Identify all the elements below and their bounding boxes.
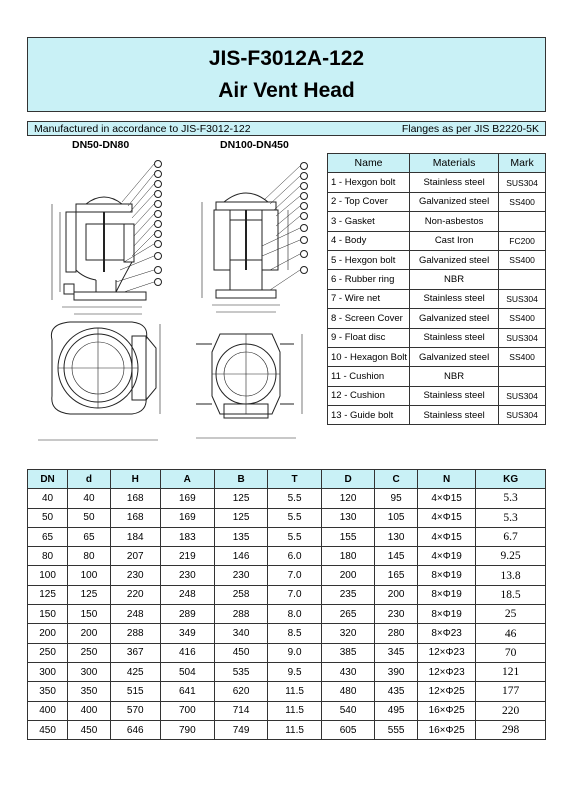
part-name: 9 - Float disc [328,328,410,347]
cell-t: 5.5 [268,489,322,508]
table-row [28,508,546,527]
part-mark: SUS304 [499,386,546,405]
small-plan-drawing [38,322,160,440]
cell-a: 230 [160,566,214,585]
table-row [328,347,546,366]
part-name: 13 - Guide bolt [328,406,410,425]
cell-n: 16×Φ25 [417,701,475,720]
cell-dn: 250 [28,643,68,662]
table-row [328,212,546,231]
cell-kg: 5.3 [476,489,546,508]
dimensions-header-row [28,470,546,489]
cell-d: 350 [68,682,111,701]
cell-b: 135 [214,527,267,546]
cell-n: 8×Φ19 [417,566,475,585]
cell-t: 5.5 [268,527,322,546]
part-mark [499,367,546,386]
cell-dn: 125 [28,585,68,604]
table-row [28,701,546,720]
cell-c: 95 [375,489,418,508]
cell-t: 7.0 [268,566,322,585]
table-row [328,309,546,328]
cell-d: 200 [68,624,111,643]
cell-c: 230 [375,605,418,624]
cell-kg: 6.7 [476,527,546,546]
part-material: NBR [410,270,499,289]
cell-c: 200 [375,585,418,604]
table-row [28,662,546,681]
cell-b: 450 [214,643,267,662]
cell-dn: 50 [28,508,68,527]
part-mark: SS400 [499,250,546,269]
part-material: Galvanized steel [410,309,499,328]
cell-dn: 150 [28,605,68,624]
cell-c: 165 [375,566,418,585]
cell-n: 12×Φ25 [417,682,475,701]
cell-n: 12×Φ23 [417,662,475,681]
cell-h: 230 [110,566,160,585]
cell-d: 320 [321,624,374,643]
large-size-label: DN100-DN450 [220,139,289,151]
part-mark: SUS304 [499,328,546,347]
cell-kg: 121 [476,662,546,681]
cell-kg: 5.3 [476,508,546,527]
table-row [328,231,546,250]
cell-n: 8×Φ19 [417,585,475,604]
part-material: Non-asbestos [410,212,499,231]
part-material: NBR [410,367,499,386]
cell-b: 749 [214,720,267,739]
col-header-a: A [160,470,214,489]
part-mark [499,270,546,289]
cell-d: 120 [321,489,374,508]
table-row [28,547,546,566]
table-row [28,585,546,604]
small-size-label: DN50-DN80 [72,139,130,151]
table-row [328,173,546,192]
part-name: 5 - Hexgon bolt [328,250,410,269]
standard-right: Flanges as per JIS B2220-5K [401,122,539,135]
cell-h: 425 [110,662,160,681]
cell-dn: 100 [28,566,68,585]
cell-t: 8.0 [268,605,322,624]
cell-d: 155 [321,527,374,546]
cell-dn: 80 [28,547,68,566]
cell-b: 288 [214,605,267,624]
cell-d: 430 [321,662,374,681]
title-box [27,37,546,112]
cell-d: 605 [321,720,374,739]
cell-n: 4×Φ15 [417,527,475,546]
cell-dn: 450 [28,720,68,739]
part-material: Cast Iron [410,231,499,250]
materials-table [327,153,546,425]
cell-c: 280 [375,624,418,643]
cell-n: 16×Φ25 [417,720,475,739]
part-material: Stainless steel [410,406,499,425]
cell-a: 349 [160,624,214,643]
table-row [28,624,546,643]
part-material: Galvanized steel [410,347,499,366]
part-mark: SUS304 [499,406,546,425]
cell-d: 250 [68,643,111,662]
cell-a: 169 [160,489,214,508]
col-header-mark: Mark [499,154,546,173]
part-mark: SS400 [499,347,546,366]
table-row [28,605,546,624]
cell-h: 220 [110,585,160,604]
cell-d: 130 [321,508,374,527]
part-name: 8 - Screen Cover [328,309,410,328]
cell-b: 340 [214,624,267,643]
product-code: JIS-F3012A-122 [208,46,365,70]
part-material: Stainless steel [410,386,499,405]
cell-n: 4×Φ19 [417,547,475,566]
part-name: 1 - Hexgon bolt [328,173,410,192]
part-material: Stainless steel [410,289,499,308]
part-material: Stainless steel [410,173,499,192]
part-mark: SS400 [499,309,546,328]
col-header-t: T [268,470,322,489]
table-row [328,406,546,425]
table-row [28,643,546,662]
part-name: 7 - Wire net [328,289,410,308]
cell-b: 258 [214,585,267,604]
cell-c: 130 [375,527,418,546]
cell-d: 300 [68,662,111,681]
cell-h: 570 [110,701,160,720]
materials-header-row [328,154,546,173]
cell-d: 100 [68,566,111,585]
large-plan-drawing [196,334,302,438]
cell-d: 235 [321,585,374,604]
cell-b: 714 [214,701,267,720]
table-row [28,527,546,546]
cell-c: 145 [375,547,418,566]
cell-b: 535 [214,662,267,681]
cell-d: 40 [68,489,111,508]
table-row [28,720,546,739]
cell-b: 125 [214,489,267,508]
col-header-h: H [110,470,160,489]
cell-d: 200 [321,566,374,585]
cell-t: 5.5 [268,508,322,527]
col-header-kg: KG [476,470,546,489]
cell-t: 9.0 [268,643,322,662]
cell-kg: 25 [476,605,546,624]
table-row [328,270,546,289]
cell-d: 265 [321,605,374,624]
part-mark: SUS304 [499,289,546,308]
cell-h: 248 [110,605,160,624]
cell-d: 50 [68,508,111,527]
cell-c: 105 [375,508,418,527]
col-header-c: C [375,470,418,489]
cell-t: 11.5 [268,720,322,739]
cell-d: 480 [321,682,374,701]
cell-dn: 65 [28,527,68,546]
cell-h: 207 [110,547,160,566]
table-row [28,566,546,585]
part-material: Galvanized steel [410,192,499,211]
cell-n: 8×Φ23 [417,624,475,643]
col-header-name: Name [328,154,410,173]
cell-b: 146 [214,547,267,566]
cell-a: 219 [160,547,214,566]
cell-a: 790 [160,720,214,739]
standards-bar [27,121,546,136]
cell-kg: 177 [476,682,546,701]
cell-h: 515 [110,682,160,701]
standard-left: Manufactured in accordance to JIS-F3012-122 [34,122,251,135]
cell-dn: 400 [28,701,68,720]
cell-kg: 220 [476,701,546,720]
table-row [328,192,546,211]
table-row [328,386,546,405]
part-mark: SS400 [499,192,546,211]
cell-kg: 298 [476,720,546,739]
table-row [328,250,546,269]
small-elevation-drawing [52,161,162,315]
cell-dn: 350 [28,682,68,701]
cell-b: 620 [214,682,267,701]
cell-t: 11.5 [268,682,322,701]
part-name: 4 - Body [328,231,410,250]
part-material: Stainless steel [410,328,499,347]
cell-h: 168 [110,489,160,508]
cell-a: 416 [160,643,214,662]
cell-h: 168 [110,508,160,527]
part-name: 6 - Rubber ring [328,270,410,289]
cell-n: 12×Φ23 [417,643,475,662]
cell-t: 6.0 [268,547,322,566]
cell-d: 540 [321,701,374,720]
cell-d: 180 [321,547,374,566]
cell-h: 184 [110,527,160,546]
col-header-dn: DN [28,470,68,489]
table-row [28,489,546,508]
cell-b: 230 [214,566,267,585]
col-header-d: d [68,470,111,489]
table-row [328,328,546,347]
cell-c: 555 [375,720,418,739]
cell-a: 248 [160,585,214,604]
part-mark [499,212,546,231]
table-row [28,682,546,701]
technical-drawings [24,152,324,452]
part-mark: SUS304 [499,173,546,192]
cell-a: 641 [160,682,214,701]
cell-t: 9.5 [268,662,322,681]
cell-kg: 13.8 [476,566,546,585]
cell-c: 345 [375,643,418,662]
part-name: 12 - Cushion [328,386,410,405]
large-elevation-drawing [202,163,308,313]
part-name: 3 - Gasket [328,212,410,231]
cell-b: 125 [214,508,267,527]
table-row [328,289,546,308]
cell-n: 4×Φ15 [417,489,475,508]
cell-h: 367 [110,643,160,662]
cell-kg: 70 [476,643,546,662]
cell-c: 435 [375,682,418,701]
cell-d: 150 [68,605,111,624]
cell-c: 390 [375,662,418,681]
cell-d: 400 [68,701,111,720]
cell-kg: 18.5 [476,585,546,604]
cell-c: 495 [375,701,418,720]
cell-d: 80 [68,547,111,566]
table-row [328,367,546,386]
cell-kg: 9.25 [476,547,546,566]
part-name: 11 - Cushion [328,367,410,386]
cell-t: 11.5 [268,701,322,720]
cell-a: 504 [160,662,214,681]
cell-kg: 46 [476,624,546,643]
cell-a: 700 [160,701,214,720]
cell-a: 289 [160,605,214,624]
part-material: Galvanized steel [410,250,499,269]
cell-n: 8×Φ19 [417,605,475,624]
cell-dn: 300 [28,662,68,681]
col-header-d: D [321,470,374,489]
cell-h: 646 [110,720,160,739]
cell-d: 125 [68,585,111,604]
cell-a: 169 [160,508,214,527]
col-header-b: B [214,470,267,489]
dimensions-table [27,469,546,740]
cell-h: 288 [110,624,160,643]
part-name: 2 - Top Cover [328,192,410,211]
cell-t: 8.5 [268,624,322,643]
cell-t: 7.0 [268,585,322,604]
part-mark: FC200 [499,231,546,250]
cell-dn: 200 [28,624,68,643]
col-header-n: N [417,470,475,489]
part-name: 10 - Hexagon Bolt [328,347,410,366]
cell-d: 385 [321,643,374,662]
cell-d: 65 [68,527,111,546]
cell-d: 450 [68,720,111,739]
cell-a: 183 [160,527,214,546]
product-name: Air Vent Head [218,78,355,102]
col-header-materials: Materials [410,154,499,173]
cell-n: 4×Φ15 [417,508,475,527]
cell-dn: 40 [28,489,68,508]
